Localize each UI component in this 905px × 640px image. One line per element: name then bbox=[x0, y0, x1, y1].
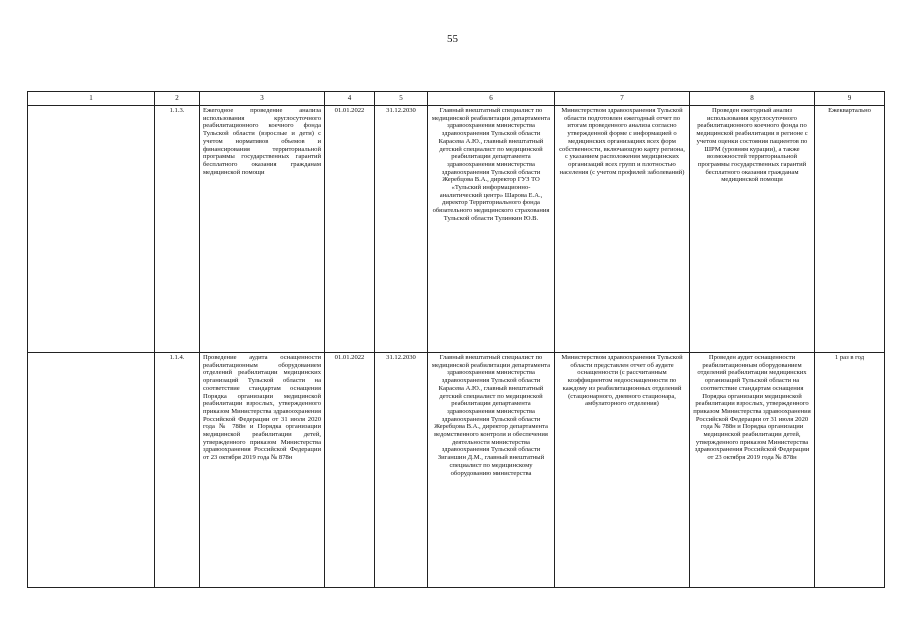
row-start-date: 01.01.2022 bbox=[325, 353, 375, 588]
row-result: Проведен ежегодный анализ использования круглосуточного реабилитационного коечного фонда по медицинской реабилитации в регионе с учетом оценки состояния пациентов по ШРМ (уровням курации), а также возможностей территориальной программы государственных гарантий бесплатного оказания гражданам медицинской помощи bbox=[690, 106, 815, 353]
row-event: Ежегодное проведение анализа использования круглосуточного реабилитационного коечного фонда Тульской области (взрослые и дети) с учетом нормативов объемов и финансирования территориальной программы государственных гарантий бесплатного оказания гражданам медицинской помощи bbox=[200, 106, 325, 353]
row-periodicity: 1 раз в год bbox=[815, 353, 885, 588]
table-row bbox=[28, 106, 885, 353]
column-header: 6 bbox=[428, 92, 555, 106]
row-responsible: Главный внештатный специалист по медицинской реабилитации департамента здравоохранения министерства здравоохранения Тульской области Карасева А.Ю., главный внештатный детский специалист по медицинской реабилитации департамента здравоохранения министерства здравоохранения Тульской области Жеребцова В.А., директор департамента ведомственного контроля и обеспечения деятельности министерства здравоохранения Тульской области Зиганшин Д.М., главный внештатный специалист по медицинскому оборудованию министерства bbox=[428, 353, 555, 588]
row-blank-cell bbox=[28, 353, 155, 588]
column-header: 8 bbox=[690, 92, 815, 106]
row-code: 1.1.4. bbox=[155, 353, 200, 588]
row-event: Проведение аудита оснащенности реабилитационным оборудованием отделений реабилитации медицинских организаций Тульской области на соответствие стандартам оснащения Порядка организации медицинской реабилитации взрослых, утвержденного приказом Министерства здравоохранения Российской Федерации от 31 июля 2020 года № 788н и Порядка организации медицинской реабилитации детей, утвержденного приказом Министерства здравоохранения Российской Федерации от 23 октября 2019 года № 878н bbox=[200, 353, 325, 588]
row-blank-cell bbox=[28, 106, 155, 353]
row-characteristic: Министерством здравоохранения Тульской области представлен отчет об аудите оснащенности (с рассчитанным коэффициентом недооснащенности по каждому из реабилитационных отделений (стационарного, дневного стационара, амбулаторного отделения) bbox=[555, 353, 690, 588]
row-end-date: 31.12.2030 bbox=[375, 353, 428, 588]
row-code: 1.1.3. bbox=[155, 106, 200, 353]
row-periodicity: Ежеквартально bbox=[815, 106, 885, 353]
page-number: 55 bbox=[447, 33, 458, 45]
row-result: Проведен аудит оснащенности реабилитационным оборудованием отделений реабилитации медицинских организаций Тульской области на соответствие стандартам оснащения Порядка организации медицинской реабилитации взрослых, утвержденного приказом Министерства здравоохранения Российской Федерации от 31 июля 2020 года № 788н и Порядка организации медицинской реабилитации детей, утвержденного приказом Министерства здравоохранения Российской Федерации от 23 октября 2019 года № 878н bbox=[690, 353, 815, 588]
column-header: 5 bbox=[375, 92, 428, 106]
column-header: 1 bbox=[28, 92, 155, 106]
column-header: 9 bbox=[815, 92, 885, 106]
column-header: 7 bbox=[555, 92, 690, 106]
row-responsible: Главный внештатный специалист по медицинской реабилитации департамента здравоохранения министерства здравоохранения Тульской области Карасева А.Ю., главный внештатный детский специалист по медицинской реабилитации департамента здравоохранения министерства здравоохранения Тульской области Жеребцова В.А., директор ГУЗ ТО «Тульский информационно-аналитический центр» Шарова Е.А., директор Территориального фонда обязательного медицинского страхования Тульской области Тулинкин Ю.В. bbox=[428, 106, 555, 353]
row-characteristic: Министерством здравоохранения Тульской области подготовлен ежегодный отчет по итогам проведенного анализа согласно утвержденной форме с информацией о медицинских организациях всех форм собственности, включающую карту региона, с указанием расположения медицинских организаций всех групп и плотностью населения (с учетом профилей заболеваний) bbox=[555, 106, 690, 353]
row-start-date: 01.01.2022 bbox=[325, 106, 375, 353]
action-plan-table bbox=[27, 91, 885, 588]
column-header: 3 bbox=[200, 92, 325, 106]
table-row bbox=[28, 353, 885, 588]
column-header: 2 bbox=[155, 92, 200, 106]
row-end-date: 31.12.2030 bbox=[375, 106, 428, 353]
column-header: 4 bbox=[325, 92, 375, 106]
header-row bbox=[28, 92, 885, 106]
